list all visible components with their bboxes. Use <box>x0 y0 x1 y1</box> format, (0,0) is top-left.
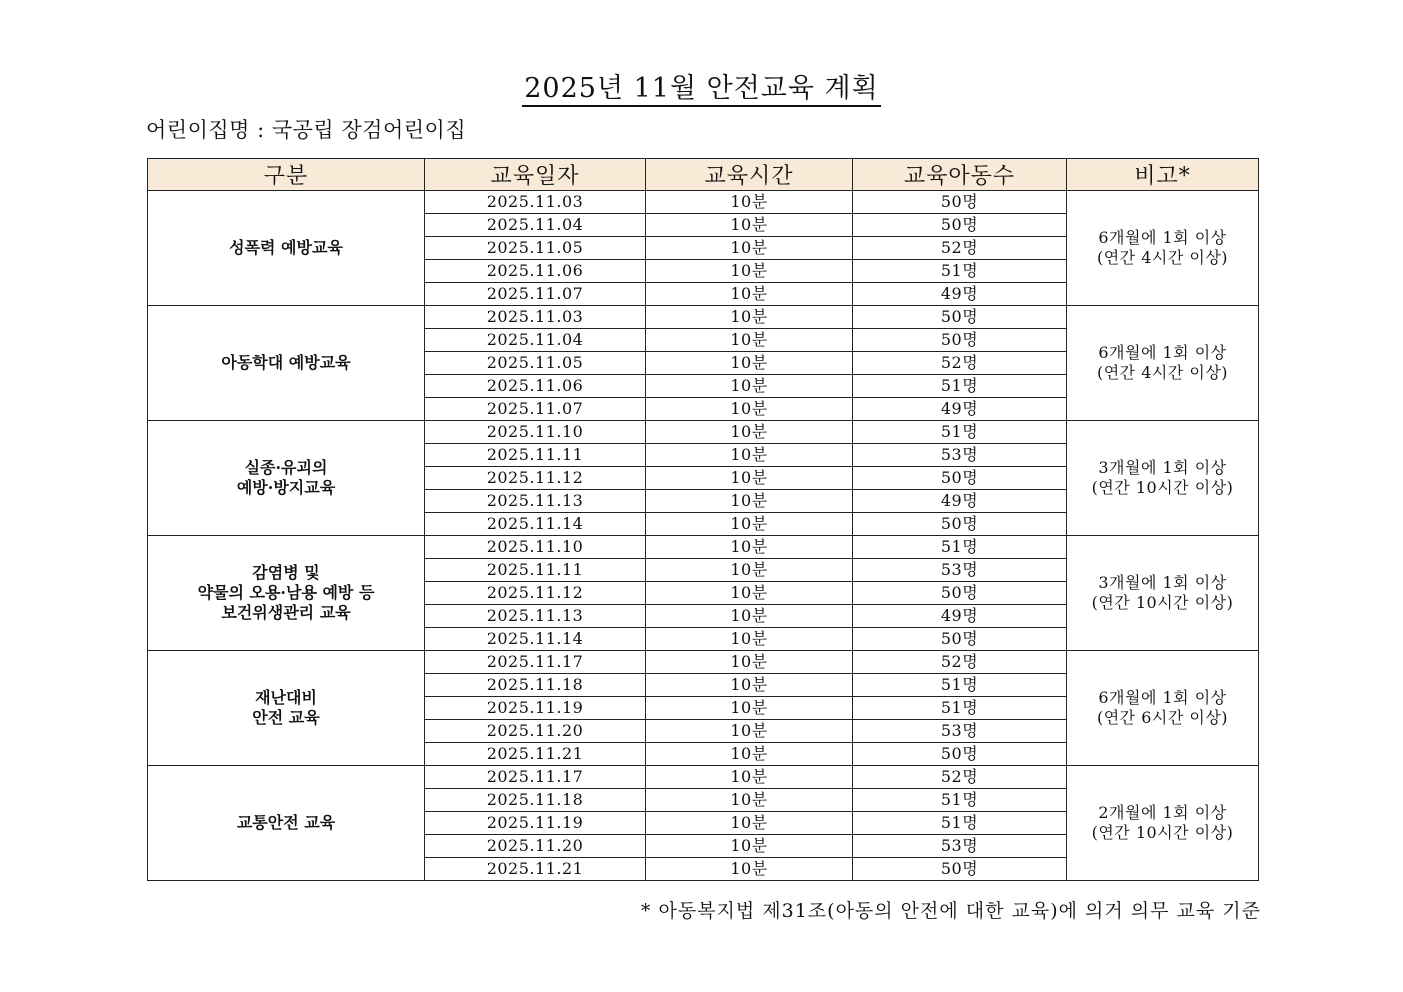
note-line: 3개월에 1회 이상 <box>1098 458 1227 477</box>
date-cell: 2025.11.05 <box>425 352 646 375</box>
duration-cell: 10분 <box>646 582 853 605</box>
note-line: (연간 4시간 이상) <box>1096 248 1229 267</box>
duration-cell: 10분 <box>646 720 853 743</box>
duration-cell: 10분 <box>646 513 853 536</box>
daycare-name: 어린이집명 : 국공립 장검어린이집 <box>146 118 467 142</box>
children-count-cell: 53명 <box>853 720 1067 743</box>
document-title <box>0 66 1403 105</box>
category-cell <box>148 421 425 536</box>
note-line: 2개월에 1회 이상 <box>1098 803 1227 822</box>
date-cell: 2025.11.21 <box>425 858 646 881</box>
column-header-date: 교육일자 <box>425 159 646 191</box>
children-count-cell: 53명 <box>853 444 1067 467</box>
note-line: 6개월에 1회 이상 <box>1098 228 1227 247</box>
note-line: (연간 10시간 이상) <box>1091 823 1234 842</box>
duration-cell: 10분 <box>646 789 853 812</box>
duration-cell: 10분 <box>646 421 853 444</box>
duration-cell: 10분 <box>646 260 853 283</box>
date-cell: 2025.11.13 <box>425 490 646 513</box>
date-cell: 2025.11.03 <box>425 191 646 214</box>
note-line: 3개월에 1회 이상 <box>1098 573 1227 592</box>
duration-cell: 10분 <box>646 743 853 766</box>
duration-cell: 10분 <box>646 766 853 789</box>
column-header-children: 교육아동수 <box>853 159 1067 191</box>
note-cell <box>1067 191 1259 306</box>
footnote: * 아동복지법 제31조(아동의 안전에 대한 교육)에 의거 의무 교육 기준 <box>640 900 1261 922</box>
note-cell <box>1067 306 1259 421</box>
children-count-cell: 51명 <box>853 789 1067 812</box>
date-cell: 2025.11.20 <box>425 835 646 858</box>
date-cell: 2025.11.19 <box>425 812 646 835</box>
table-row <box>148 306 1259 329</box>
category-line: 감염병 및 <box>252 563 320 582</box>
children-count-cell: 51명 <box>853 536 1067 559</box>
duration-cell: 10분 <box>646 605 853 628</box>
date-cell: 2025.11.06 <box>425 375 646 398</box>
category-line: 예방·방지교육 <box>236 478 336 497</box>
note-cell <box>1067 421 1259 536</box>
date-cell: 2025.11.11 <box>425 444 646 467</box>
category-line: 아동학대 예방교육 <box>221 353 351 372</box>
children-count-cell: 50명 <box>853 329 1067 352</box>
duration-cell: 10분 <box>646 237 853 260</box>
duration-cell: 10분 <box>646 674 853 697</box>
category-line: 안전 교육 <box>252 708 320 727</box>
date-cell: 2025.11.12 <box>425 467 646 490</box>
column-header-duration: 교육시간 <box>646 159 853 191</box>
date-cell: 2025.11.13 <box>425 605 646 628</box>
category-line: 실종·유괴의 <box>244 458 328 477</box>
duration-cell: 10분 <box>646 559 853 582</box>
date-cell: 2025.11.20 <box>425 720 646 743</box>
duration-cell: 10분 <box>646 444 853 467</box>
children-count-cell: 52명 <box>853 237 1067 260</box>
children-count-cell: 51명 <box>853 674 1067 697</box>
note-line: (연간 4시간 이상) <box>1096 363 1229 382</box>
note-cell <box>1067 766 1259 881</box>
duration-cell: 10분 <box>646 536 853 559</box>
table-row <box>148 421 1259 444</box>
date-cell: 2025.11.12 <box>425 582 646 605</box>
duration-cell: 10분 <box>646 812 853 835</box>
children-count-cell: 51명 <box>853 375 1067 398</box>
children-count-cell: 50명 <box>853 513 1067 536</box>
children-count-cell: 50명 <box>853 858 1067 881</box>
duration-cell: 10분 <box>646 329 853 352</box>
date-cell: 2025.11.03 <box>425 306 646 329</box>
column-header-category: 구분 <box>148 159 425 191</box>
duration-cell: 10분 <box>646 835 853 858</box>
category-cell <box>148 766 425 881</box>
duration-cell: 10분 <box>646 651 853 674</box>
children-count-cell: 49명 <box>853 283 1067 306</box>
note-line: (연간 10시간 이상) <box>1091 478 1234 497</box>
date-cell: 2025.11.18 <box>425 789 646 812</box>
children-count-cell: 50명 <box>853 743 1067 766</box>
children-count-cell: 50명 <box>853 467 1067 490</box>
note-line: (연간 10시간 이상) <box>1091 593 1234 612</box>
children-count-cell: 50명 <box>853 306 1067 329</box>
date-cell: 2025.11.17 <box>425 651 646 674</box>
table-row <box>148 536 1259 559</box>
children-count-cell: 51명 <box>853 421 1067 444</box>
document-title-text: 2025년 11월 안전교육 계획 <box>522 73 880 107</box>
children-count-cell: 51명 <box>853 697 1067 720</box>
children-count-cell: 49명 <box>853 605 1067 628</box>
category-line: 교통안전 교육 <box>236 813 336 832</box>
date-cell: 2025.11.04 <box>425 329 646 352</box>
table-row <box>148 766 1259 789</box>
category-cell <box>148 651 425 766</box>
duration-cell: 10분 <box>646 214 853 237</box>
date-cell: 2025.11.07 <box>425 398 646 421</box>
children-count-cell: 51명 <box>853 260 1067 283</box>
note-cell <box>1067 536 1259 651</box>
date-cell: 2025.11.04 <box>425 214 646 237</box>
note-cell <box>1067 651 1259 766</box>
date-cell: 2025.11.10 <box>425 421 646 444</box>
date-cell: 2025.11.06 <box>425 260 646 283</box>
table-body <box>148 191 1259 881</box>
duration-cell: 10분 <box>646 306 853 329</box>
date-cell: 2025.11.11 <box>425 559 646 582</box>
children-count-cell: 53명 <box>853 559 1067 582</box>
education-plan-table <box>147 158 1259 881</box>
column-header-note: 비고* <box>1067 159 1259 191</box>
note-line: 6개월에 1회 이상 <box>1098 688 1227 707</box>
date-cell: 2025.11.10 <box>425 536 646 559</box>
children-count-cell: 50명 <box>853 191 1067 214</box>
note-line: (연간 6시간 이상) <box>1096 708 1229 727</box>
duration-cell: 10분 <box>646 628 853 651</box>
date-cell: 2025.11.19 <box>425 697 646 720</box>
children-count-cell: 49명 <box>853 490 1067 513</box>
children-count-cell: 52명 <box>853 352 1067 375</box>
date-cell: 2025.11.07 <box>425 283 646 306</box>
date-cell: 2025.11.18 <box>425 674 646 697</box>
category-cell <box>148 306 425 421</box>
date-cell: 2025.11.05 <box>425 237 646 260</box>
duration-cell: 10분 <box>646 283 853 306</box>
note-line: 6개월에 1회 이상 <box>1098 343 1227 362</box>
children-count-cell: 50명 <box>853 628 1067 651</box>
duration-cell: 10분 <box>646 467 853 490</box>
date-cell: 2025.11.14 <box>425 513 646 536</box>
duration-cell: 10분 <box>646 697 853 720</box>
duration-cell: 10분 <box>646 858 853 881</box>
category-cell <box>148 191 425 306</box>
children-count-cell: 50명 <box>853 582 1067 605</box>
children-count-cell: 49명 <box>853 398 1067 421</box>
category-cell <box>148 536 425 651</box>
table-row <box>148 191 1259 214</box>
category-line: 성폭력 예방교육 <box>229 238 343 257</box>
category-line: 재난대비 <box>255 688 317 707</box>
category-line: 보건위생관리 교육 <box>221 603 351 622</box>
duration-cell: 10분 <box>646 352 853 375</box>
duration-cell: 10분 <box>646 191 853 214</box>
date-cell: 2025.11.17 <box>425 766 646 789</box>
duration-cell: 10분 <box>646 398 853 421</box>
duration-cell: 10분 <box>646 490 853 513</box>
table-header-row <box>148 159 1259 191</box>
children-count-cell: 50명 <box>853 214 1067 237</box>
children-count-cell: 53명 <box>853 835 1067 858</box>
duration-cell: 10분 <box>646 375 853 398</box>
children-count-cell: 52명 <box>853 766 1067 789</box>
children-count-cell: 52명 <box>853 651 1067 674</box>
category-line: 약물의 오용·남용 예방 등 <box>197 583 375 602</box>
children-count-cell: 51명 <box>853 812 1067 835</box>
date-cell: 2025.11.21 <box>425 743 646 766</box>
date-cell: 2025.11.14 <box>425 628 646 651</box>
table-row <box>148 651 1259 674</box>
